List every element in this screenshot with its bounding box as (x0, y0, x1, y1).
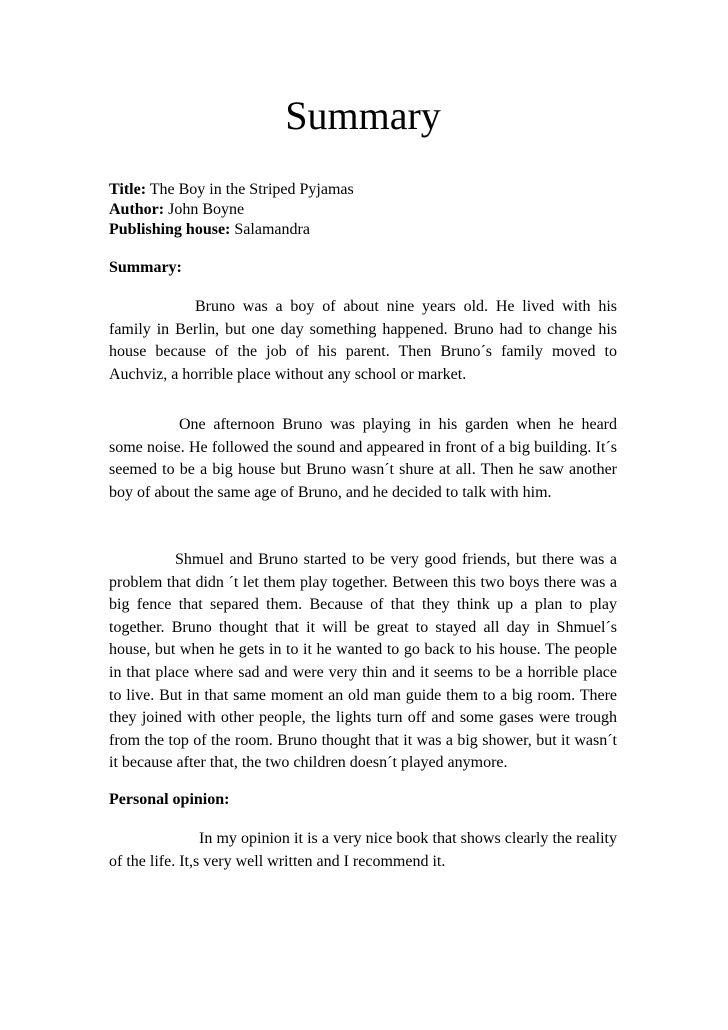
author-label: Author: (109, 201, 165, 218)
publisher-value: Salamandra (234, 221, 310, 238)
summary-heading: Summary: (109, 259, 182, 276)
title-row (109, 180, 354, 200)
summary-paragraph-1: Bruno was a boy of about nine years old. He lived with his family in Berlin, but one day something happened. Bruno had to change his house because of the job of his parent. Then Bruno´s family moved to Auchviz, a horrible place without any school or market. (109, 298, 617, 383)
title-value: The Boy in the Striped Pyjamas (149, 181, 354, 198)
author-value: John Boyne (168, 201, 245, 218)
publisher-label: Publishing house: (109, 221, 231, 238)
opinion-heading: Personal opinion: (109, 791, 230, 808)
title-label: Title: (109, 181, 147, 198)
book-metadata (109, 180, 354, 240)
summary-paragraph-2: One afternoon Bruno was playing in his garden when he heard some noise. He followed the sound and appeared in front of a big building. It´s seemed to be a big house but Bruno wasn´t shure at all. Then he saw another boy of about the same age of Bruno, and he decided to talk with him. (109, 416, 617, 501)
opinion-paragraph: In my opinion it is a very nice book that shows clearly the reality of the life. It,s very well written and I recommend it. (109, 830, 617, 870)
summary-paragraph-3: Shmuel and Bruno started to be very good friends, but there was a problem that didn ´t let them play together. Between this two boys there was a big fence that separed them. Because of that they think up a plan to play together. Bruno thought that it will be great to stayed all day in Shmuel´s house, but when he gets in to it he wanted to go back to his house. The people in that place where sad and were very thin and it seems to be a horrible place to live. But in that same moment an old man guide them to a big room. There they joined with other people, the lights turn off and some gases were trough from the top of the room. Bruno thought that it was a big shower, but it wasn´t it because after that, the two children doesn´t played anymore. (109, 551, 617, 772)
publisher-row (109, 220, 354, 240)
author-row (109, 200, 354, 220)
page-title: Summary (285, 93, 441, 138)
document-page (109, 0, 617, 1030)
